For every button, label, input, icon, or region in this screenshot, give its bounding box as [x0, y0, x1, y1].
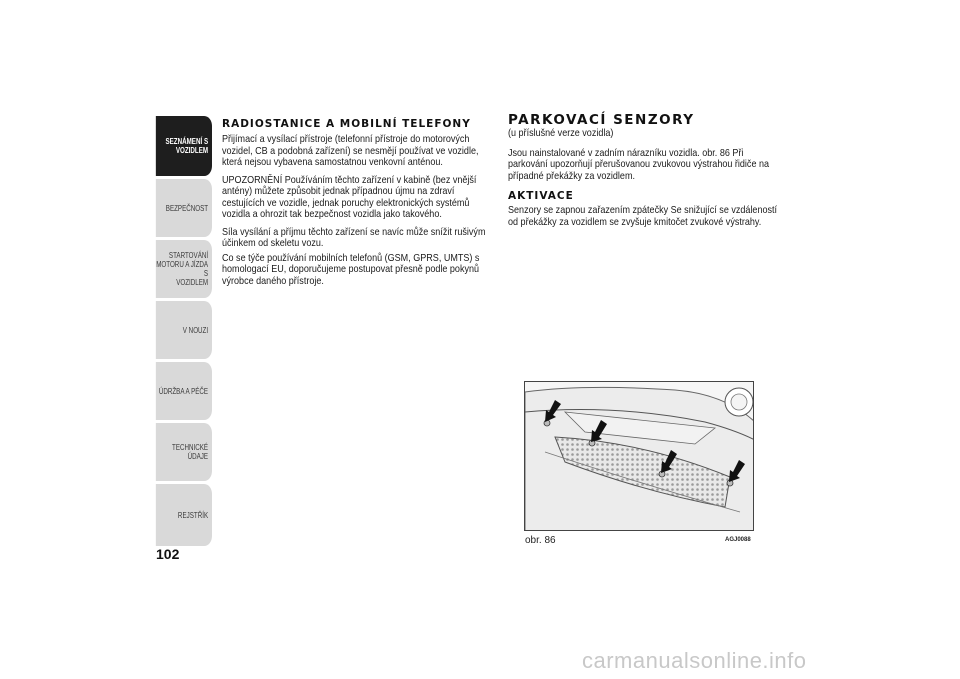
sidebar-tab-udrzba[interactable]: ÚDRŽBA A PÉČE	[156, 362, 212, 420]
sidebar-tab-v-nouzi[interactable]: V NOUZI	[156, 301, 212, 359]
sidebar-tab-seznameni[interactable]: SEZNÁMENÍ S VOZIDLEM	[156, 116, 212, 176]
section-heading-radio: RADIOSTANICE A MOBILNÍ TELEFONY	[222, 118, 471, 130]
left-column	[222, 118, 497, 293]
subheading-activation: AKTIVACE	[508, 190, 574, 202]
page-number: 102	[156, 546, 180, 562]
sidebar-tab-rejstrik[interactable]: REJSTŘÍK	[156, 484, 212, 546]
paragraph: Jsou nainstalované v zadním nárazníku vozidla. obr. 86 Při parkování upozorňují přerušovanou zvukovou výstrahou řidiče na případné překážky za vozidlem.	[508, 146, 770, 182]
figure-rear-bumper	[524, 381, 754, 531]
subtitle: (u příslušné verze vozidla)	[508, 127, 614, 139]
paragraph: Přijímací a vysílací přístroje (telefonní přístroje do motorových vozidel, CB a podobná zařízení) se nesmějí používat ve vozidle, která nejsou vybavena samostatnou venkovní anténou.	[222, 133, 479, 168]
sidebar-tab-bezpecnost[interactable]: BEZPEČNOST	[156, 179, 212, 237]
sidebar-tab-startovani[interactable]: STARTOVÁNÍ MOTORU A JÍZDA S VOZIDLEM	[156, 240, 212, 298]
paragraph: Síla vysílání a příjmu těchto zařízení se navíc může snížit rušivým účinkem od skeletu vozu.	[222, 225, 486, 249]
paragraph: UPOZORNĚNÍ Používáním těchto zařízení v kabině (bez vnější antény) můžete způsobit jednak případnou újmu na zdraví cestujících ve vozidle, jednak poruchy elektronických systémů vozidla a ohrozit tak bezpečnost vozidla jako takového.	[222, 173, 477, 220]
paragraph: Co se týče používání mobilních telefonů (GSM, GPRS, UMTS) s homologací EU, doporučujeme postupovat přesně podle pokynů výrobce daného přístroje.	[222, 251, 480, 287]
figure-code: AGJ0088	[725, 537, 751, 543]
paragraph: Senzory se zapnou zařazením zpátečky Se snižující se vzdáleností od překážky za vozidlem se zvyšuje kmitočet zvukové výstrahy.	[508, 204, 778, 228]
rear-bumper-illustration	[525, 382, 754, 531]
figure-caption: obr. 86	[525, 535, 556, 546]
right-column	[508, 112, 788, 234]
section-heading-parking: PARKOVACÍ SENZORY	[508, 112, 695, 128]
watermark-text: carmanualsonline.info	[582, 648, 807, 673]
sidebar-tab-technicke-udaje[interactable]: TECHNICKÉ ÚDAJE	[156, 423, 212, 481]
